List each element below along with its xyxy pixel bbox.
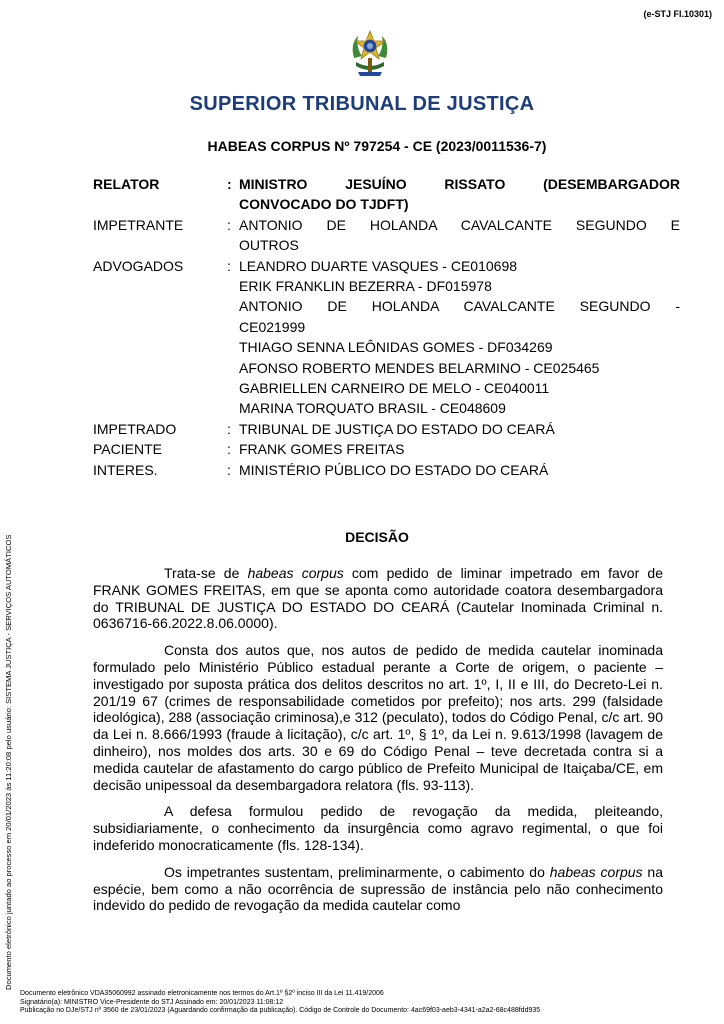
party-label: IMPETRADO [93, 420, 177, 437]
party-value [239, 215, 680, 256]
party-colon: : [227, 461, 231, 478]
brazil-coat-of-arms-icon [348, 28, 392, 80]
footer-line: Documento eletrônico VDA35060992 assinado eletronicamente nos termos do Art.1º §2º inciso III da Lei 11.419/2006 [20, 990, 384, 997]
party-value-line: THIAGO SENNA LEÔNIDAS GOMES - DF034269 [239, 339, 553, 356]
party-value-line: ERIK FRANKLIN BEZERRA - DF015978 [239, 278, 492, 295]
page-stamp: (e-STJ Fl.10301) [643, 9, 712, 19]
party-value-line: AFONSO ROBERTO MENDES BELARMINO - CE025465 [239, 359, 600, 376]
party-label: RELATOR [93, 176, 160, 192]
party-row-relator [93, 174, 680, 215]
signature-footer [20, 990, 540, 1016]
party-label: IMPETRANTE [93, 216, 184, 233]
latin-term: habeas corpus [549, 863, 643, 880]
party-colon: : [227, 441, 231, 458]
text-run: Trata-se de [164, 565, 248, 581]
paragraph-2: Consta dos autos que, nos autos de pedido de medida cautelar inominada formulado pelo Ministério Público estadual perante a Corte de origem, o paciente – investigado por suposta prática dos delitos descritos no art. 1º, I, II e III, do Decreto-Lei n. 201/19 67 (crimes de responsabilidade cometidos por prefeito); nos arts. 299 (falsidade ideológica), 288 (associação criminosa),e 312 (peculato), todos do Código Penal, c/c art. 90 da Lei n. 8.666/1993 (fraude à licitação), c/c art. 1º, § 1º, da Lei n. 9.613/1998 (lavagem de dinheiro), nos moldes dos arts. 30 e 69 do Código Penal – teve decretada contra si a medida cautelar de afastamento do cargo público de Prefeito Municipal de Itaiçaba/CE, em decisão unipessoal da desembargadora relatora (fls. 93-113). [93, 642, 663, 793]
party-row-interes [93, 460, 680, 480]
party-value-line: MINISTÉRIO PÚBLICO DO ESTADO DO CEARÁ [239, 461, 549, 478]
party-value [239, 174, 680, 215]
party-value-line: FRANK GOMES FREITAS [239, 441, 405, 458]
party-value-line: ANTONIO DE HOLANDA CAVALCANTE SEGUNDO - [239, 298, 680, 315]
party-label: PACIENTE [93, 441, 162, 458]
parties-list [93, 174, 680, 480]
party-label: ADVOGADOS [93, 257, 184, 274]
party-colon: : [227, 216, 231, 233]
paragraph-4 [93, 864, 663, 914]
party-value [239, 439, 680, 459]
case-title: HABEAS CORPUS Nº 797254 - CE (2023/0011536-7) [207, 138, 547, 154]
decision-body [93, 565, 663, 924]
text-run: Os impetrantes sustentam, preliminarmente, o cabimento do [164, 863, 550, 880]
party-value-line: TRIBUNAL DE JUSTIÇA DO ESTADO DO CEARÁ [239, 420, 555, 437]
footer-line: Publicação no DJe/STJ nº 3560 de 23/01/2023 (Aguardando confirmação da publicação). Código de Controle do Documento: 4ac69f03-aeb3-4341-a2a2-68c488fdd935 [20, 1007, 541, 1015]
party-row-advogados [93, 256, 680, 419]
party-colon: : [227, 176, 232, 192]
party-row-impetrante [93, 215, 680, 256]
footer-line: Signatário(a): MINISTRO Vice-Presidente do STJ Assinado em: 20/01/2023 11:08:12 [20, 998, 284, 1006]
latin-term: habeas corpus [247, 565, 344, 581]
decision-heading: DECISÃO [345, 529, 409, 545]
party-label: INTERES. [93, 461, 158, 478]
party-value-line: CONVOCADO DO TJDFT) [239, 196, 409, 213]
party-colon: : [227, 420, 231, 437]
side-note: Documento eletrônico juntado ao processo em 20/01/2023 às 11:20:08 pelo usuário: SISTEMA JUSTIÇA - SERVIÇOS AUTOMÁTICOS [4, 534, 13, 990]
party-value-line: GABRIELLEN CARNEIRO DE MELO - CE040011 [239, 380, 550, 397]
party-value-line: OUTROS [239, 237, 299, 254]
text-run: na espécie, bem como a não ocorrência de supressão de instância pelo não conhecimento indevido do pedido de revogação da medida cautelar como [93, 863, 663, 914]
party-value [239, 256, 680, 419]
party-value-line: ANTONIO DE HOLANDA CAVALCANTE SEGUNDO E [239, 216, 680, 233]
party-row-impetrado [93, 419, 680, 439]
party-value [239, 419, 680, 439]
party-value-line: MARINA TORQUATO BRASIL - CE048609 [239, 400, 506, 417]
court-name: SUPERIOR TRIBUNAL DE JUSTIÇA [189, 93, 535, 115]
party-value-line: LEANDRO DUARTE VASQUES - CE010698 [239, 257, 518, 274]
party-value [239, 460, 680, 480]
party-row-paciente [93, 439, 680, 459]
paragraph-1 [93, 565, 663, 632]
paragraph-3: A defesa formulou pedido de revogação da medida, pleiteando, subsidiariamente, o conhecimento da insurgência como agravo regimental, o que foi indeferido monocraticamente (fls. 128-134). [93, 803, 663, 853]
party-colon: : [227, 257, 231, 274]
party-value-line: CE021999 [239, 318, 306, 335]
party-value-line: MINISTRO JESUÍNO RISSATO (DESEMBARGADOR [239, 176, 680, 192]
text-run: com pedido de liminar impetrado em favor de FRANK GOMES FREITAS, em que se aponta como autoridade coatora desembargadora do TRIBUNAL DE JUSTIÇA DO ESTADO DO CEARÁ (Cautelar Inominada Criminal n. 0636716-66.2022.8.06.0000). [93, 565, 663, 632]
